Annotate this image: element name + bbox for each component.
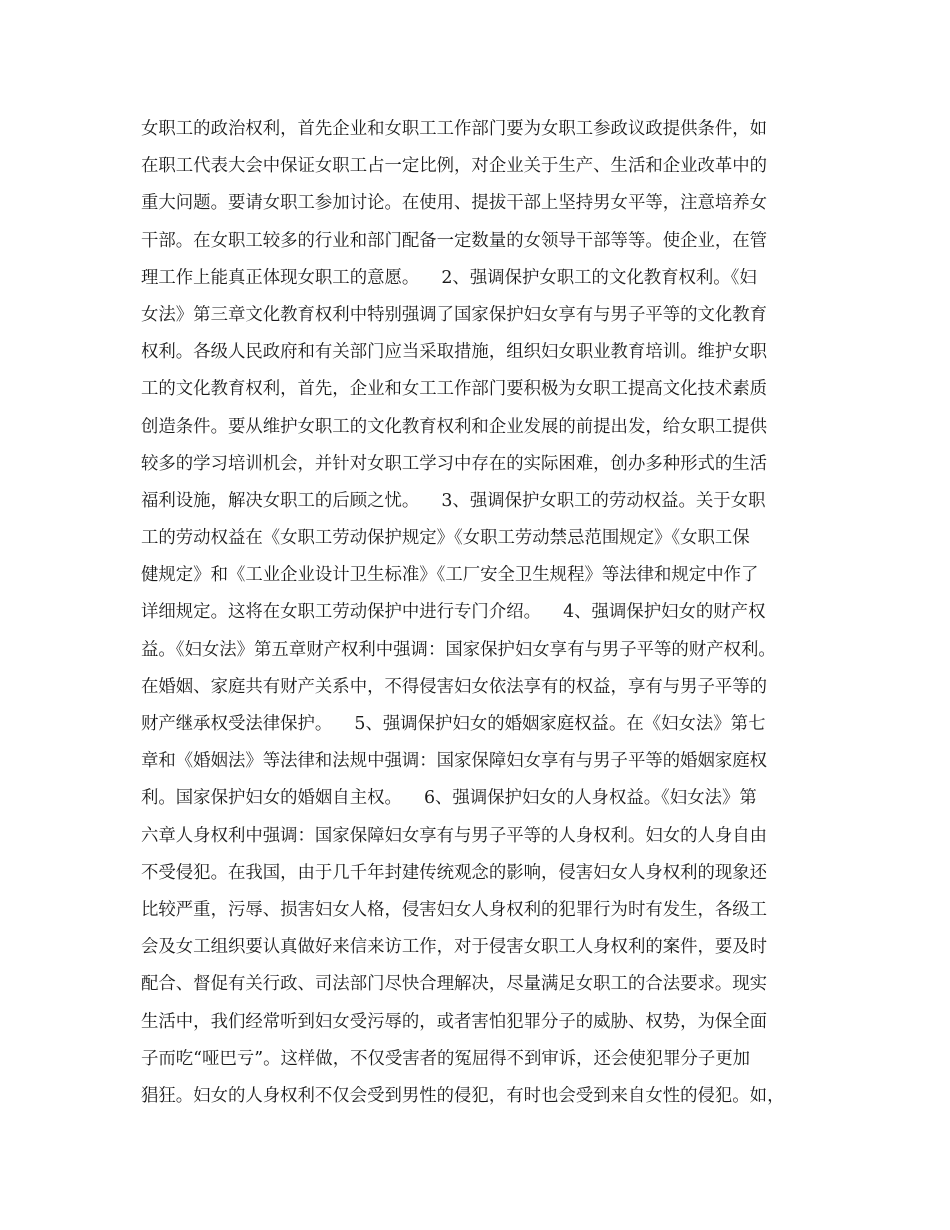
text-line: 益。《妇女法》第五章财产权利中强调：国家保护妇女享有与男子平等的财产权利。: [141, 639, 776, 660]
text-line: 福利设施，解决女职工的后顾之忧。 3、强调保护女职工的劳动权益。关于女职: [141, 490, 766, 511]
text-line: 健规定》和《工业企业设计卫生标准》《工厂安全卫生规程》等法律和规定中作了: [141, 565, 759, 586]
text-line: 工的文化教育权利，首先，企业和女工工作部门要积极为女职工提高文化技术素质: [141, 379, 768, 400]
text-line: 权利。各级人民政府和有关部门应当采取措施，组织妇女职业教育培训。维护女职: [141, 342, 768, 363]
text-line: 财产继承权受法律保护。 5、强调保护妇女的婚姻家庭权益。在《妇女法》第七: [141, 714, 766, 734]
text-line: 重大问题。要请女职工参加讨论。在使用、提拔干部上坚持男女平等，注意培养女: [141, 193, 768, 214]
text-line: 较多的学习培训机会，并针对女职工学习中存在的实际困难，创办多种形式的生活: [141, 453, 768, 474]
body-text: [141, 111, 831, 1115]
text-line: 猖狂。妇女的人身权利不仅会受到男性的侵犯，有时也会受到来自女性的侵犯。如，: [141, 1085, 785, 1106]
text-line: 六章人身权利中强调：国家保障妇女享有与男子平等的人身权利。妇女的人身自由: [141, 825, 768, 846]
text-line: 在婚姻、家庭共有财产关系中，不得侵害妇女依法享有的权益，享有与男子平等的: [141, 676, 768, 697]
text-line: 利。国家保护妇女的婚姻自主权。 6、强调保护妇女的人身权益。《妇女法》第: [141, 788, 757, 809]
text-line: 在职工代表大会中保证女职工占一定比例，对企业关于生产、生活和企业改革中的: [141, 156, 768, 177]
text-line: 详细规定。这将在女职工劳动保护中进行专门介绍。 4、强调保护妇女的财产权: [141, 602, 766, 623]
text-line: 女法》第三章文化教育权利中特别强调了国家保护妇女享有与男子平等的文化教育: [141, 304, 768, 325]
text-line: 会及女工组织要认真做好来信来访工作，对于侵害女职工人身权利的案件，要及时: [141, 937, 768, 958]
text-line: 比较严重，污辱、损害妇女人格，侵害妇女人身权利的犯罪行为时有发生，各级工: [141, 899, 768, 920]
text-line: 不受侵犯。在我国，由于几千年封建传统观念的影响，侵害妇女人身权利的现象还: [141, 862, 768, 883]
text-line: 子而吃“哑巴亏”。这样做，不仅受害者的冤屈得不到审诉，还会使犯罪分子更加: [141, 1048, 751, 1069]
text-line: 理工作上能真正体现女职工的意愿。 2、强调保护女职工的文化教育权利。《妇: [141, 267, 757, 288]
text-line: 配合、督促有关行政、司法部门尽快合理解决，尽量满足女职工的合法要求。现实: [141, 974, 768, 995]
text-line: 创造条件。要从维护女职工的文化教育权利和企业发展的前提出发，给女职工提供: [141, 416, 768, 437]
text-line: 女职工的政治权利，首先企业和女职工工作部门要为女职工参政议政提供条件，如: [141, 119, 768, 139]
text-line: 干部。在女职工较多的行业和部门配备一定数量的女领导干部等等。使企业，在管: [141, 230, 768, 251]
text-line: 章和《婚姻法》等法律和法规中强调：国家保障妇女享有与男子平等的婚姻家庭权: [141, 751, 768, 772]
text-line: 生活中，我们经常听到妇女受污辱的，或者害怕犯罪分子的威胁、权势，为保全面: [141, 1011, 768, 1032]
text-line: 工的劳动权益在《女职工劳动保护规定》《女职工劳动禁忌范围规定》《女职工保: [141, 528, 750, 549]
